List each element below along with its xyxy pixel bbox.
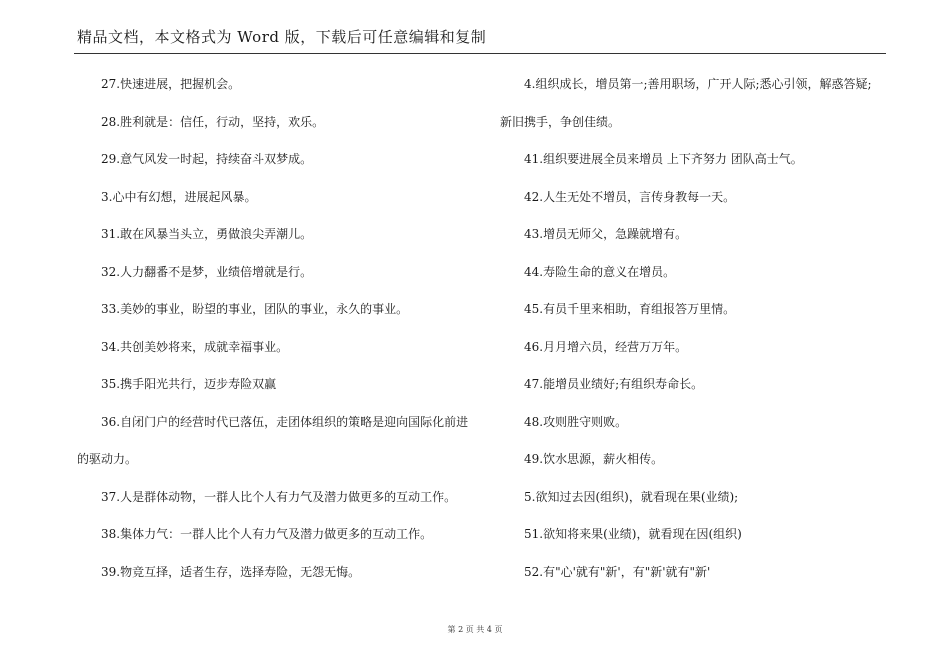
text-line: 48.攻则胜守则败。	[524, 414, 628, 429]
text-line: 27.快速进展，把握机会。	[101, 77, 241, 91]
text-line: 3.心中有幻想，进展起风暴。	[101, 189, 257, 204]
page-number-footer: 第 2 页 共 4 页	[447, 625, 503, 634]
text-line: 41.组织要进展全员来增员 上下齐努力 团队高士气。	[524, 152, 803, 166]
text-line: 29.意气风发一时起，持续奋斗双梦成。	[101, 152, 313, 166]
text-line: 33.美妙的事业，盼望的事业，团队的事业，永久的事业。	[101, 302, 409, 316]
right-column	[500, 66, 900, 591]
text-line: 新旧携手，争创佳绩。	[500, 114, 621, 129]
text-line: 4.组织成长，增员第一;善用职场，广开人际;悉心引领，解惑答疑;	[524, 77, 872, 91]
text-line: 45.有员千里来相助，育组报答万里情。	[524, 302, 736, 316]
text-line: 的驱动力。	[77, 452, 138, 466]
text-line: 47.能增员业绩好;有组织寿命长。	[524, 377, 704, 391]
text-line: 46.月月增六员，经营万万年。	[524, 339, 688, 354]
page-header-title: 精品文档，本文格式为 Word 版，下载后可任意编辑和复制	[77, 28, 487, 46]
text-line: 5.欲知过去因(组织)，就看现在果(业绩);	[524, 489, 739, 504]
text-line: 42.人生无处不增员，言传身教每一天。	[524, 189, 736, 204]
text-line: 34.共创美妙将来，成就幸福事业。	[101, 339, 289, 354]
left-column	[77, 66, 477, 591]
text-line: 38.集体力气：一群人比个人有力气及潜力做更多的互动工作。	[101, 527, 433, 541]
text-line: 35.携手阳光共行，迈步寿险双赢	[101, 377, 277, 391]
text-line: 31.敢在风暴当头立，勇做浪尖弄潮儿。	[101, 227, 313, 241]
text-line: 36.自闭门户的经营时代已落伍，走团体组织的策略是迎向国际化前进	[101, 414, 469, 429]
header-divider	[74, 53, 886, 54]
text-line: 37.人是群体动物，一群人比个人有力气及潜力做更多的互动工作。	[101, 489, 457, 504]
text-line: 51.欲知将来果(业绩)，就看现在因(组织)	[524, 527, 742, 541]
text-line: 28.胜利就是：信任，行动，坚持，欢乐。	[101, 114, 325, 129]
text-line: 32.人力翻番不是梦，业绩倍增就是行。	[101, 264, 313, 279]
text-line: 39.物竞互择，适者生存，选择寿险，无怨无悔。	[101, 564, 361, 579]
text-line: 44.寿险生命的意义在增员。	[524, 264, 676, 279]
text-line: 52.有"心'就有"新'，有"新'就有"新'	[524, 564, 711, 579]
text-line: 49.饮水思源，薪火相传。	[524, 452, 664, 466]
text-line: 43.增员无师父，急躁就增有。	[524, 227, 688, 241]
